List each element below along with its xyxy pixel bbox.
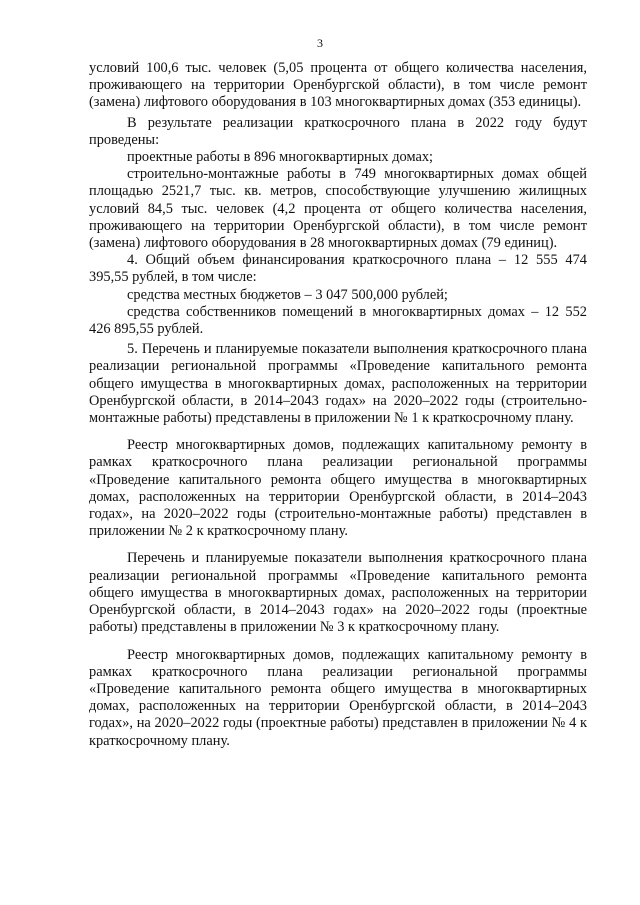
page-number: 3 [317, 36, 323, 50]
paragraph-list-appendix-3: Перечень и планируемые показатели выполнения краткосрочного плана реализации региональной программы «Проведение капитального ремонта общего имущества в многоквартирных домах, расположенных на территории Оренбургской области, в 2014–2043 годах» на 2020–2022 годы (проектные работы) представлены в приложении № 3 к краткосрочному плану. [89, 550, 587, 636]
paragraph-continuation: условий 100,6 тыс. человек (5,05 процента от общего количества населения, проживающего на территории Оренбургской области), в том числе ремонт (замена) лифтового оборудования в 103 многоквартирных домах (353 единицы). [89, 60, 587, 111]
paragraph-registry-appendix-2: Реестр многоквартирных домов, подлежащих капитальному ремонту в рамках краткосрочного плана реализации региональной программы «Проведение капитального ремонта общего имущества в многоквартирных домах, расположенных на территории Оренбургской области, в 2014–2043 годах», на 2020–2022 годы (строительно-монтажные работы) представлен в приложении № 2 к краткосрочному плану. [89, 437, 587, 540]
paragraph-owners-funds: средства собственников помещений в многоквартирных домах – 12 552 426 895,55 рублей. [89, 303, 587, 338]
paragraph-list-appendix-1: 5. Перечень и планируемые показатели выполнения краткосрочного плана реализации региональной программы «Проведение капитального ремонта общего имущества в многоквартирных домах, расположенных на территории Оренбургской области, в 2014–2043 годах» на 2020–2022 годы (строительно-монтажные работы) представлены в приложении № 1 к краткосрочному плану. [89, 341, 587, 427]
paragraph-financing: 4. Общий объем финансирования краткосрочного плана – 12 555 474 395,55 рублей, в том числе: [89, 252, 587, 286]
paragraph-registry-appendix-4: Реестр многоквартирных домов, подлежащих капитальному ремонту в рамках краткосрочного плана реализации региональной программы «Проведение капитального ремонта общего имущества в многоквартирных домах, расположенных на территории Оренбургской области, в 2014–2043 годах», на 2020–2022 годы (проектные работы) представлен в приложении № 4 к краткосрочному плану. [89, 646, 587, 749]
paragraph-local-budgets: средства местных бюджетов – 3 047 500,000 рублей; [127, 286, 448, 303]
paragraph-results-intro: В результате реализации краткосрочного плана в 2022 году будут проведены: [89, 114, 587, 148]
paragraph-construction-works: строительно-монтажные работы в 749 многоквартирных домах общей площадью 2521,7 тыс. кв. метров, способствующие улучшению жилищных условий 84,5 тыс. человек (4,2 процента от общего количества населения, проживающего на территории Оренбургской области), в том числе ремонт (замена) лифтового оборудования в 28 многоквартирных домах (79 единиц). [89, 166, 587, 252]
paragraph-design-works: проектные работы в 896 многоквартирных домах; [127, 149, 434, 166]
document-body [89, 60, 587, 750]
